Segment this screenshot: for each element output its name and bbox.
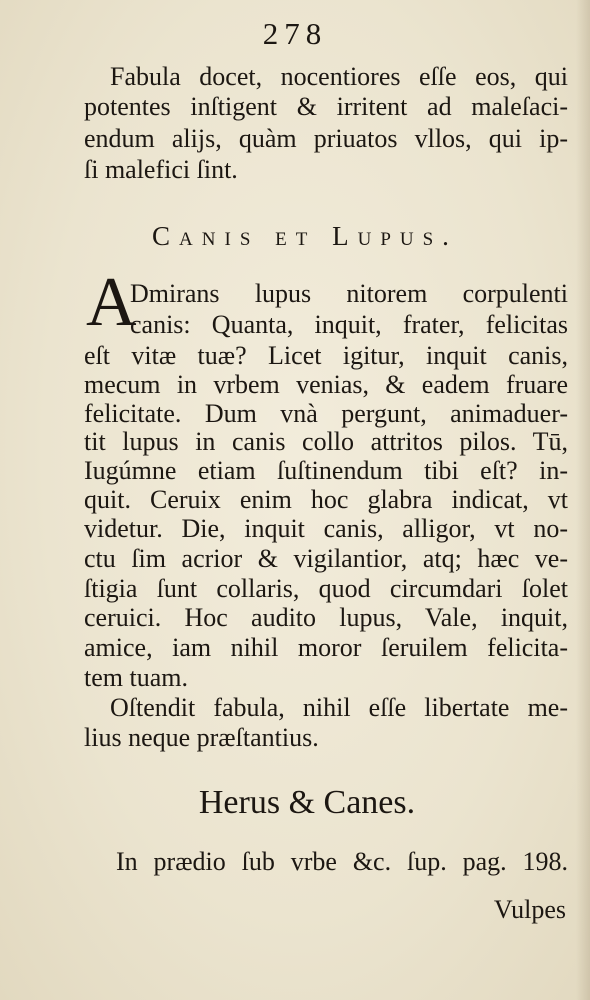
- fable-title: Canis et Lupus.: [152, 221, 458, 251]
- text-line: Iugúmne etiam ſuſtinendum tibi eſt? in-: [84, 456, 568, 485]
- page-number: 278: [262, 16, 328, 51]
- text-line: eſt vitæ tuæ? Licet igitur, inquit canis,: [84, 341, 568, 370]
- text-line: quit. Ceruix enim hoc glabra indicat, vt: [84, 485, 568, 514]
- text-line: tem tuam.: [84, 663, 188, 692]
- text-line: Fabula docet, nocentiores eſſe eos, qui: [110, 62, 568, 91]
- page-edge-shadow: [576, 0, 590, 1000]
- text-line: Oſtendit fabula, nihil eſſe libertate me-: [110, 693, 568, 722]
- next-fable-title: Herus & Canes.: [198, 784, 416, 821]
- text-line: mecum in vrbem venias, & eadem fruare: [84, 370, 568, 399]
- text-line: videtur. Die, inquit canis, alligor, vt no-: [84, 514, 568, 543]
- text-line: endum alijs, quàm priuatos vllos, qui ip-: [84, 124, 568, 153]
- text-line: ſi malefici ſint.: [84, 155, 238, 184]
- text-line: tit lupus in canis collo attritos pilos. Tū,: [84, 427, 568, 456]
- catchword: Vulpes: [493, 895, 566, 924]
- text-line: lius neque præſtantius.: [84, 723, 319, 752]
- cross-reference: In prædio ſub vrbe &c. ſup. pag. 198.: [116, 847, 568, 876]
- drop-cap: A: [86, 264, 137, 341]
- text-line: ſtigia ſunt collaris, quod circumdari ſolet: [84, 574, 568, 603]
- text-line: ctu ſim acrior & vigilantior, atq; hæc ve-: [84, 544, 568, 573]
- text-line: ceruici. Hoc audito lupus, Vale, inquit,: [84, 603, 568, 632]
- text-line: felicitate. Dum vnà pergunt, animaduer-: [84, 399, 568, 428]
- text-line: Dmirans lupus nitorem corpulenti: [130, 279, 568, 308]
- text-line: amice, iam nihil moror ſeruilem felicita-: [84, 633, 568, 662]
- text-line: canis: Quanta, inquit, frater, felicitas: [130, 310, 568, 339]
- text-line: potentes inſtigent & irritent ad maleſaci-: [84, 92, 568, 121]
